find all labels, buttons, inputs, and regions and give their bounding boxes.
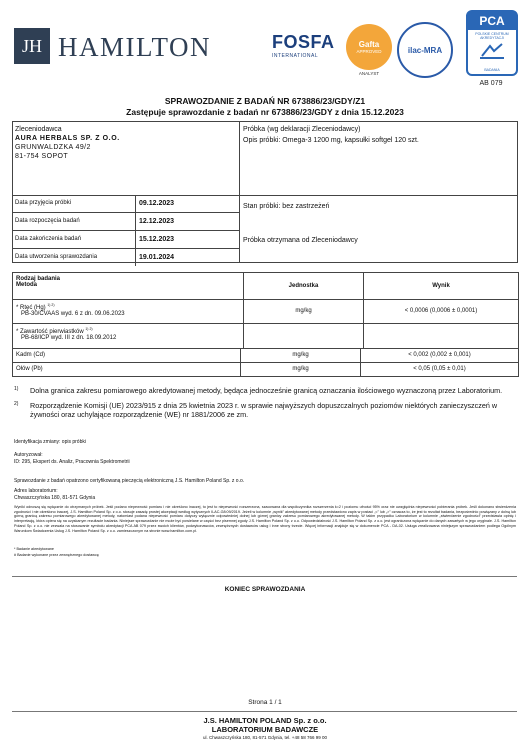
report-number: SPRAWOZDANIE Z BADAŃ NR 673886/23/GDY/Z1 (164, 96, 366, 106)
date-row-created (12, 249, 240, 266)
row-result (364, 324, 518, 348)
report-replaces: Zastępuje sprawozdanie z badań nr 673886/23/GDY z dnia 15.12.2023 (126, 107, 404, 118)
page-number: Strona 1 / 1 (248, 699, 282, 706)
footnote (14, 386, 512, 396)
sample-state: Stan próbki: bez zastrzeżeń (243, 203, 330, 210)
row-unit (244, 324, 364, 348)
row-test-name: Kadm (Cd) (13, 349, 241, 362)
pca-accreditation-logo (466, 10, 518, 76)
row-unit: mg/kg (241, 363, 361, 376)
footnote-text: Rozporządzenie Komisji (UE) 2023/915 z dnia 25 kwietnia 2023 r. w sprawie najwyższych dopuszczalnych poziomów niektórych zanieczyszczeń w żywności oraz uchylające rozporządzenie (WE) nr 1881/2006 ze zm. (30, 400, 498, 420)
date-value: 12.12.2023 (139, 218, 175, 225)
legend-external: # Badanie wykonane przez zewnętrznego dostawcę (14, 552, 99, 557)
row-test-name: * Zawartość pierwiastków $^{1) 2)}$ (16, 327, 93, 335)
footnotes (14, 386, 512, 420)
date-label: Data utworzenia sprawozdania (12, 249, 136, 266)
sample-description: Opis próbki: Omega-3 1200 mg, kapsułki softgel 120 szt. (243, 136, 419, 144)
footnote-text: Dolna granica zakresu pomiarowego akredytowanej metody, będąca jednocześnie granicą oznaczania ilościowego wyznaczoną przez Laboratorium. (30, 386, 503, 395)
gafta-logo-sub: APPROVED (356, 49, 382, 54)
date-row-end (12, 231, 240, 249)
footer (0, 716, 530, 740)
ilac-mra-logo (397, 22, 453, 78)
table-row (13, 349, 518, 363)
lab-address-block (14, 488, 95, 502)
row-result: < 0,0006 (0,0006 ± 0,0001) (404, 308, 478, 314)
row-result: < 0,05 (0,05 ± 0,01) (413, 366, 466, 372)
date-row-start (12, 213, 240, 231)
footer-company: J.S. HAMILTON POLAND Sp. z o.o. (203, 716, 327, 725)
authorization (14, 452, 130, 466)
row-unit: mg/kg (241, 349, 361, 362)
row-test (13, 324, 244, 348)
table-row (13, 363, 518, 376)
footnote (14, 401, 512, 420)
fosfa-logo-name: FOSFA (272, 32, 335, 52)
hamilton-logo-mark: JH (14, 28, 50, 64)
legend (14, 547, 99, 558)
fosfa-logo (272, 32, 336, 59)
row-method: PB-68/ICP wyd. III z dn. 18.09.2012 (21, 335, 117, 341)
date-label: Data przyjęcia próbki (12, 195, 136, 212)
authorized-by: ID: 295, Ekspert ds. Analiz, Pracownia Spektrometrii (14, 459, 130, 465)
accreditation-number: AB 079 (479, 80, 503, 87)
footnote-mark: 1) (14, 386, 19, 392)
authorized-label: Autoryzował: (14, 452, 43, 458)
results-header (13, 273, 518, 300)
date-value: 19.01.2024 (139, 254, 175, 261)
ilac-mra-text: ilac-MRA (407, 45, 443, 55)
client-name: AURA HERBALS SP. Z O.O. (15, 135, 120, 143)
signature-note: Sprawozdanie z badań opatrzono certyfikowaną pieczęcią elektroniczną J.S. Hamilton Poland Sp. z o.o. (14, 478, 245, 484)
sample-origin: Próbka otrzymana od Zleceniodawcy (243, 237, 358, 244)
row-test-name: Ołów (Pb) (13, 363, 241, 376)
gafta-logo (346, 24, 392, 70)
fosfa-logo-sub: INTERNATIONAL (272, 53, 319, 59)
report-title (0, 96, 530, 119)
client-label: Zleceniodawca (15, 126, 62, 133)
change-identification: Identyfikacja zmiany: opis próbki (14, 439, 86, 445)
legend-accredited: * Badanie akredytowane (14, 547, 54, 551)
footer-address: ul. Chwaszczyńska 180, 81-571 Gdynia, tel. +48 58 766 99 00 (203, 734, 327, 740)
header-method: Metoda (16, 282, 37, 288)
footnote-mark: 2) (14, 400, 19, 407)
row-unit: mg/kg (244, 300, 364, 323)
date-label: Data zakończenia badań (12, 231, 136, 248)
header-result: Wynik (432, 283, 450, 289)
results-table (12, 272, 519, 377)
dates-table (12, 195, 240, 266)
row-method: PB-30/CVAAS wyd. 6 z dn. 09.06.2023 (21, 311, 125, 317)
pca-badge-icon (468, 40, 516, 64)
end-of-report: KONIEC SPRAWOZDANIA (224, 586, 306, 593)
sample-label: Próbka (wg deklaracji Zleceniodawcy) (243, 126, 361, 133)
lab-address-label: Adres laboratorium: (14, 488, 58, 494)
pca-logo-cert: BADANIA (484, 68, 500, 72)
client-street: GRUNWALDZKA 49/2 (15, 144, 91, 152)
row-test-name: * Rtęć (Hg) $^{1) 2)}$ (16, 303, 55, 311)
date-row-received (12, 195, 240, 213)
client-block (15, 125, 120, 161)
date-value: 09.12.2023 (139, 200, 175, 207)
table-row (13, 300, 518, 324)
disclaimer: Wyniki odnoszą się wyłącznie do otrzymanych próbek. Jeśli podano niepewność pomiaru i nie określono inaczej, to jest to niepewność rozszerzona, szacowana dla współczynnika rozszerzenia k=2 i poziomu ufności 95% oraz nie uwzględnia niepewności pobierania próbek. Jeśli dokonano stwierdzenia zgodności i nie określono inaczej, J.S. Hamilton Poland Sp. z o.o. stosuje zasadę prostej akceptacji według wytycznych ILAC-G8:09/2019. Jeżeli w kolumnie „wynik” akredytowanej metody przedstawiono zapis w postaci „<” lub „>” oznacza to, że jest to rezultat badania, bezpośrednio powiązany z dolną lub górną granicą zakresu pomiarowego akredytowanej metody, natomiast podana niepewność pomiaru dotyczy wyłącznie odpowiedniej dolnej lub górnej granicy zakresu pomiarowego akredytowanej metody. W takim przypadku Laboratorium w kolumnie „stwierdzenie zgodności” przedstawia opinię i interpretację, która opiera się na uzyskanym rezultacie badania. Niniejsze sprawozdanie nie może być powielane w części bez pisemnej zgody J.S. Hamilton Poland Sp. z o.o. Odpowiedzialność J.S. Hamilton Poland Sp. z o.o. jest ograniczona wyłącznie do danych zawartych w jego oryginale. J.S. Hamilton Poland Sp. z o.o. nie zezwala na stosowanie symbolu akredytacji PCA AB 079 przez swoich klientów, podwykonawców, zewnętrznych dostawców usług i inne strony trzecie. Więcej informacji znajduje się w dokumencie PCA - DA-02. Usługa zrealizowana niniejszym sprawozdaniem podlega Ogólnym Warunkom Świadczenia Usług J.S. Hamilton Poland Sp. z o.o. zamieszczonym na stronie www.hamilton.com.pl. (14, 505, 516, 533)
table-row (13, 324, 518, 349)
header-test-method (13, 273, 244, 299)
gafta-logo-name: Gafta (358, 40, 380, 49)
sample-block (243, 125, 419, 147)
header-unit: Jednostka (244, 273, 364, 299)
header-test-type: Rodzaj badania (16, 276, 61, 282)
lab-address: Chwaszczyńska 180, 81-571 Gdynia (14, 495, 96, 501)
hamilton-logo-text: HAMILTON (58, 32, 212, 62)
row-test (13, 300, 244, 323)
row-result: < 0,002 (0,002 ± 0,001) (408, 352, 471, 358)
date-label: Data rozpoczęcia badań (12, 213, 136, 230)
date-value: 15.12.2023 (139, 236, 175, 243)
client-city: 81-754 SOPOT (15, 153, 69, 161)
gafta-analyst-label: ANALYST (358, 71, 380, 76)
footer-lab: LABORATORIUM BADAWCZE (211, 725, 319, 735)
pca-logo-sub: POLSKIE CENTRUM AKREDYTACJI (475, 32, 509, 40)
pca-logo-name: PCA (468, 12, 516, 30)
